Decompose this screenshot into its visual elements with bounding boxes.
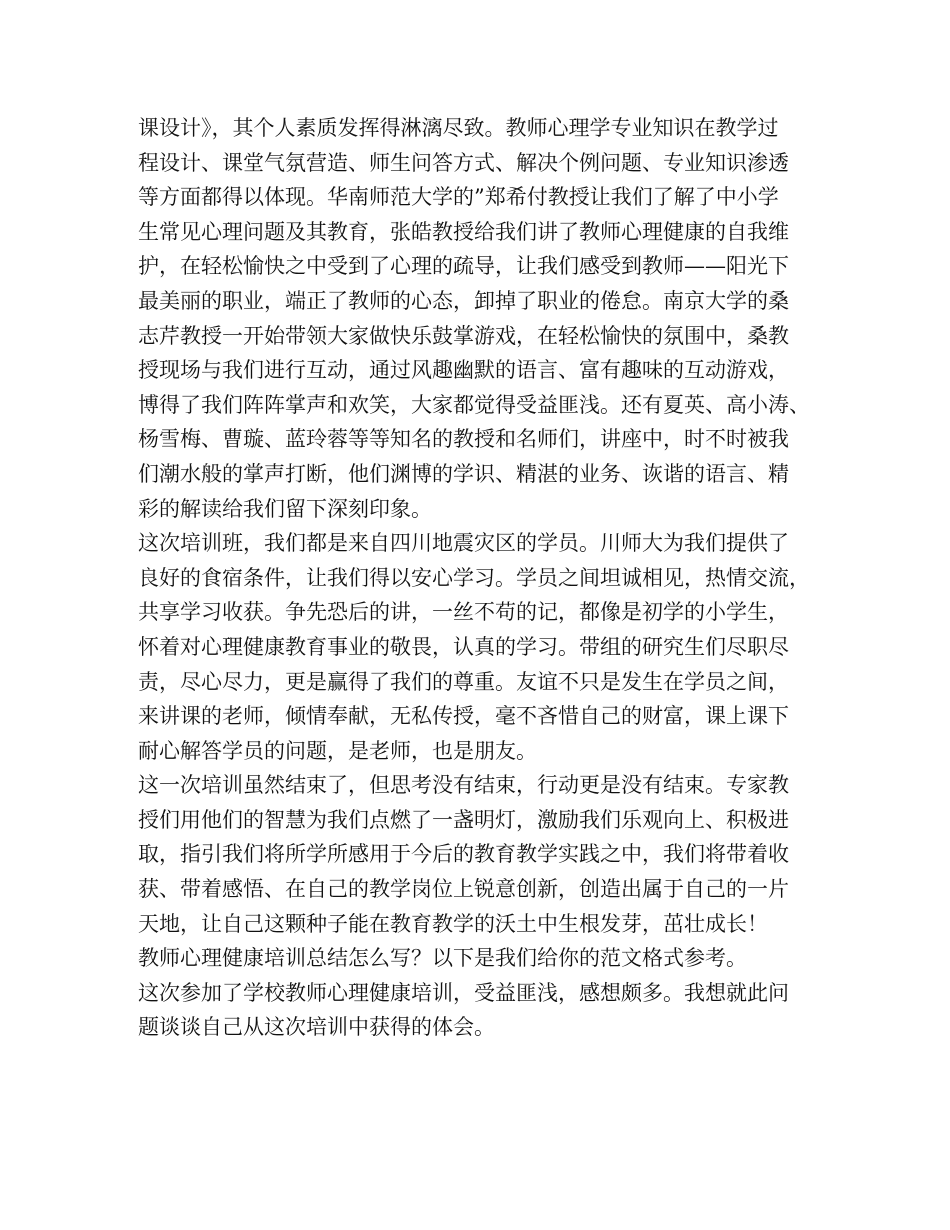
text-line: 教师心理健康培训总结怎么写？以下是我们给你的范文格式参考。: [138, 946, 747, 971]
text-line: 怀着对心理健康教育事业的敬畏，认真的学习。带组的研究生们尽职尽: [138, 634, 789, 659]
text-line: 取，指引我们将所学所感用于今后的教育教学实践之中，我们将带着收: [138, 842, 789, 867]
text-line: 等方面都得以体现。华南师范大学的”郑希付教授让我们了解了中小学: [138, 185, 779, 210]
text-line: 耐心解答学员的问题，是老师，也是朋友。: [138, 738, 537, 763]
paragraph: [138, 111, 838, 526]
text-line: 题谈谈自己从这次培训中获得的体会。: [138, 1015, 495, 1040]
text-line: 生常见心理问题及其教育，张皓教授给我们讲了教师心理健康的自我维: [138, 219, 789, 244]
text-line: 程设计、课堂气氛营造、师生问答方式、解决个例问题、专业知识渗透: [138, 150, 789, 175]
paragraph: [138, 941, 838, 976]
text-line: 课设计》，其个人素质发挥得淋漓尽致。教师心理学专业知识在教学过: [138, 116, 779, 140]
text-line: 来讲课的老师，倾情奉献，无私传授，毫不吝惜自己的财富，课上课下: [138, 704, 789, 729]
paragraph: [138, 768, 838, 941]
text-line: 这次培训班，我们都是来自四川地震灾区的学员。川师大为我们提供了: [138, 531, 789, 556]
text-line: 护，在轻松愉快之中受到了心理的疏导，让我们感受到教师——阳光下: [138, 254, 789, 279]
text-line: 责，尽心尽力，更是赢得了我们的尊重。友谊不只是发生在学员之间，: [138, 669, 789, 694]
text-line: 们潮水般的掌声打断，他们渊博的学识、精湛的业务、诙谐的语言、精: [138, 461, 789, 486]
text-line: 良好的食宿条件，让我们得以安心学习。学员之间坦诚相见，热情交流，: [138, 565, 810, 590]
text-line: 天地，让自己这颗种子能在教育教学的沃土中生根发芽，茁壮成长！: [138, 911, 768, 936]
text-line: 授们用他们的智慧为我们点燃了一盏明灯，激励我们乐观向上、积极进: [138, 807, 789, 832]
paragraph: [138, 976, 838, 1045]
text-line: 杨雪梅、曹璇、蓝玲蓉等等知名的教授和名师们，讲座中，时不时被我: [138, 427, 789, 452]
text-line: 共享学习收获。争先恐后的讲，一丝不苟的记，都像是初学的小学生，: [138, 600, 789, 625]
text-line: 这次参加了学校教师心理健康培训，受益匪浅，感想颇多。我想就此问: [138, 980, 789, 1005]
text-line: 授现场与我们进行互动，通过风趣幽默的语言、富有趣味的互动游戏，: [138, 358, 789, 383]
paragraph: [138, 526, 838, 768]
text-line: 志芹教授一开始带领大家做快乐鼓掌游戏，在轻松愉快的氛围中，桑教: [138, 323, 789, 348]
text-line: 获、带着感悟、在自己的教学岗位上锐意创新，创造出属于自己的一片: [138, 877, 789, 902]
text-line: 彩的解读给我们留下深刻印象。: [138, 496, 432, 521]
text-line: 博得了我们阵阵掌声和欢笑，大家都觉得受益匪浅。还有夏英、高小涛、: [138, 392, 810, 417]
document-body: [138, 111, 838, 1045]
text-line: 这一次培训虽然结束了，但思考没有结束，行动更是没有结束。专家教: [138, 773, 789, 798]
text-line: 最美丽的职业，端正了教师的心态，卸掉了职业的倦怠。南京大学的桑: [138, 288, 789, 313]
